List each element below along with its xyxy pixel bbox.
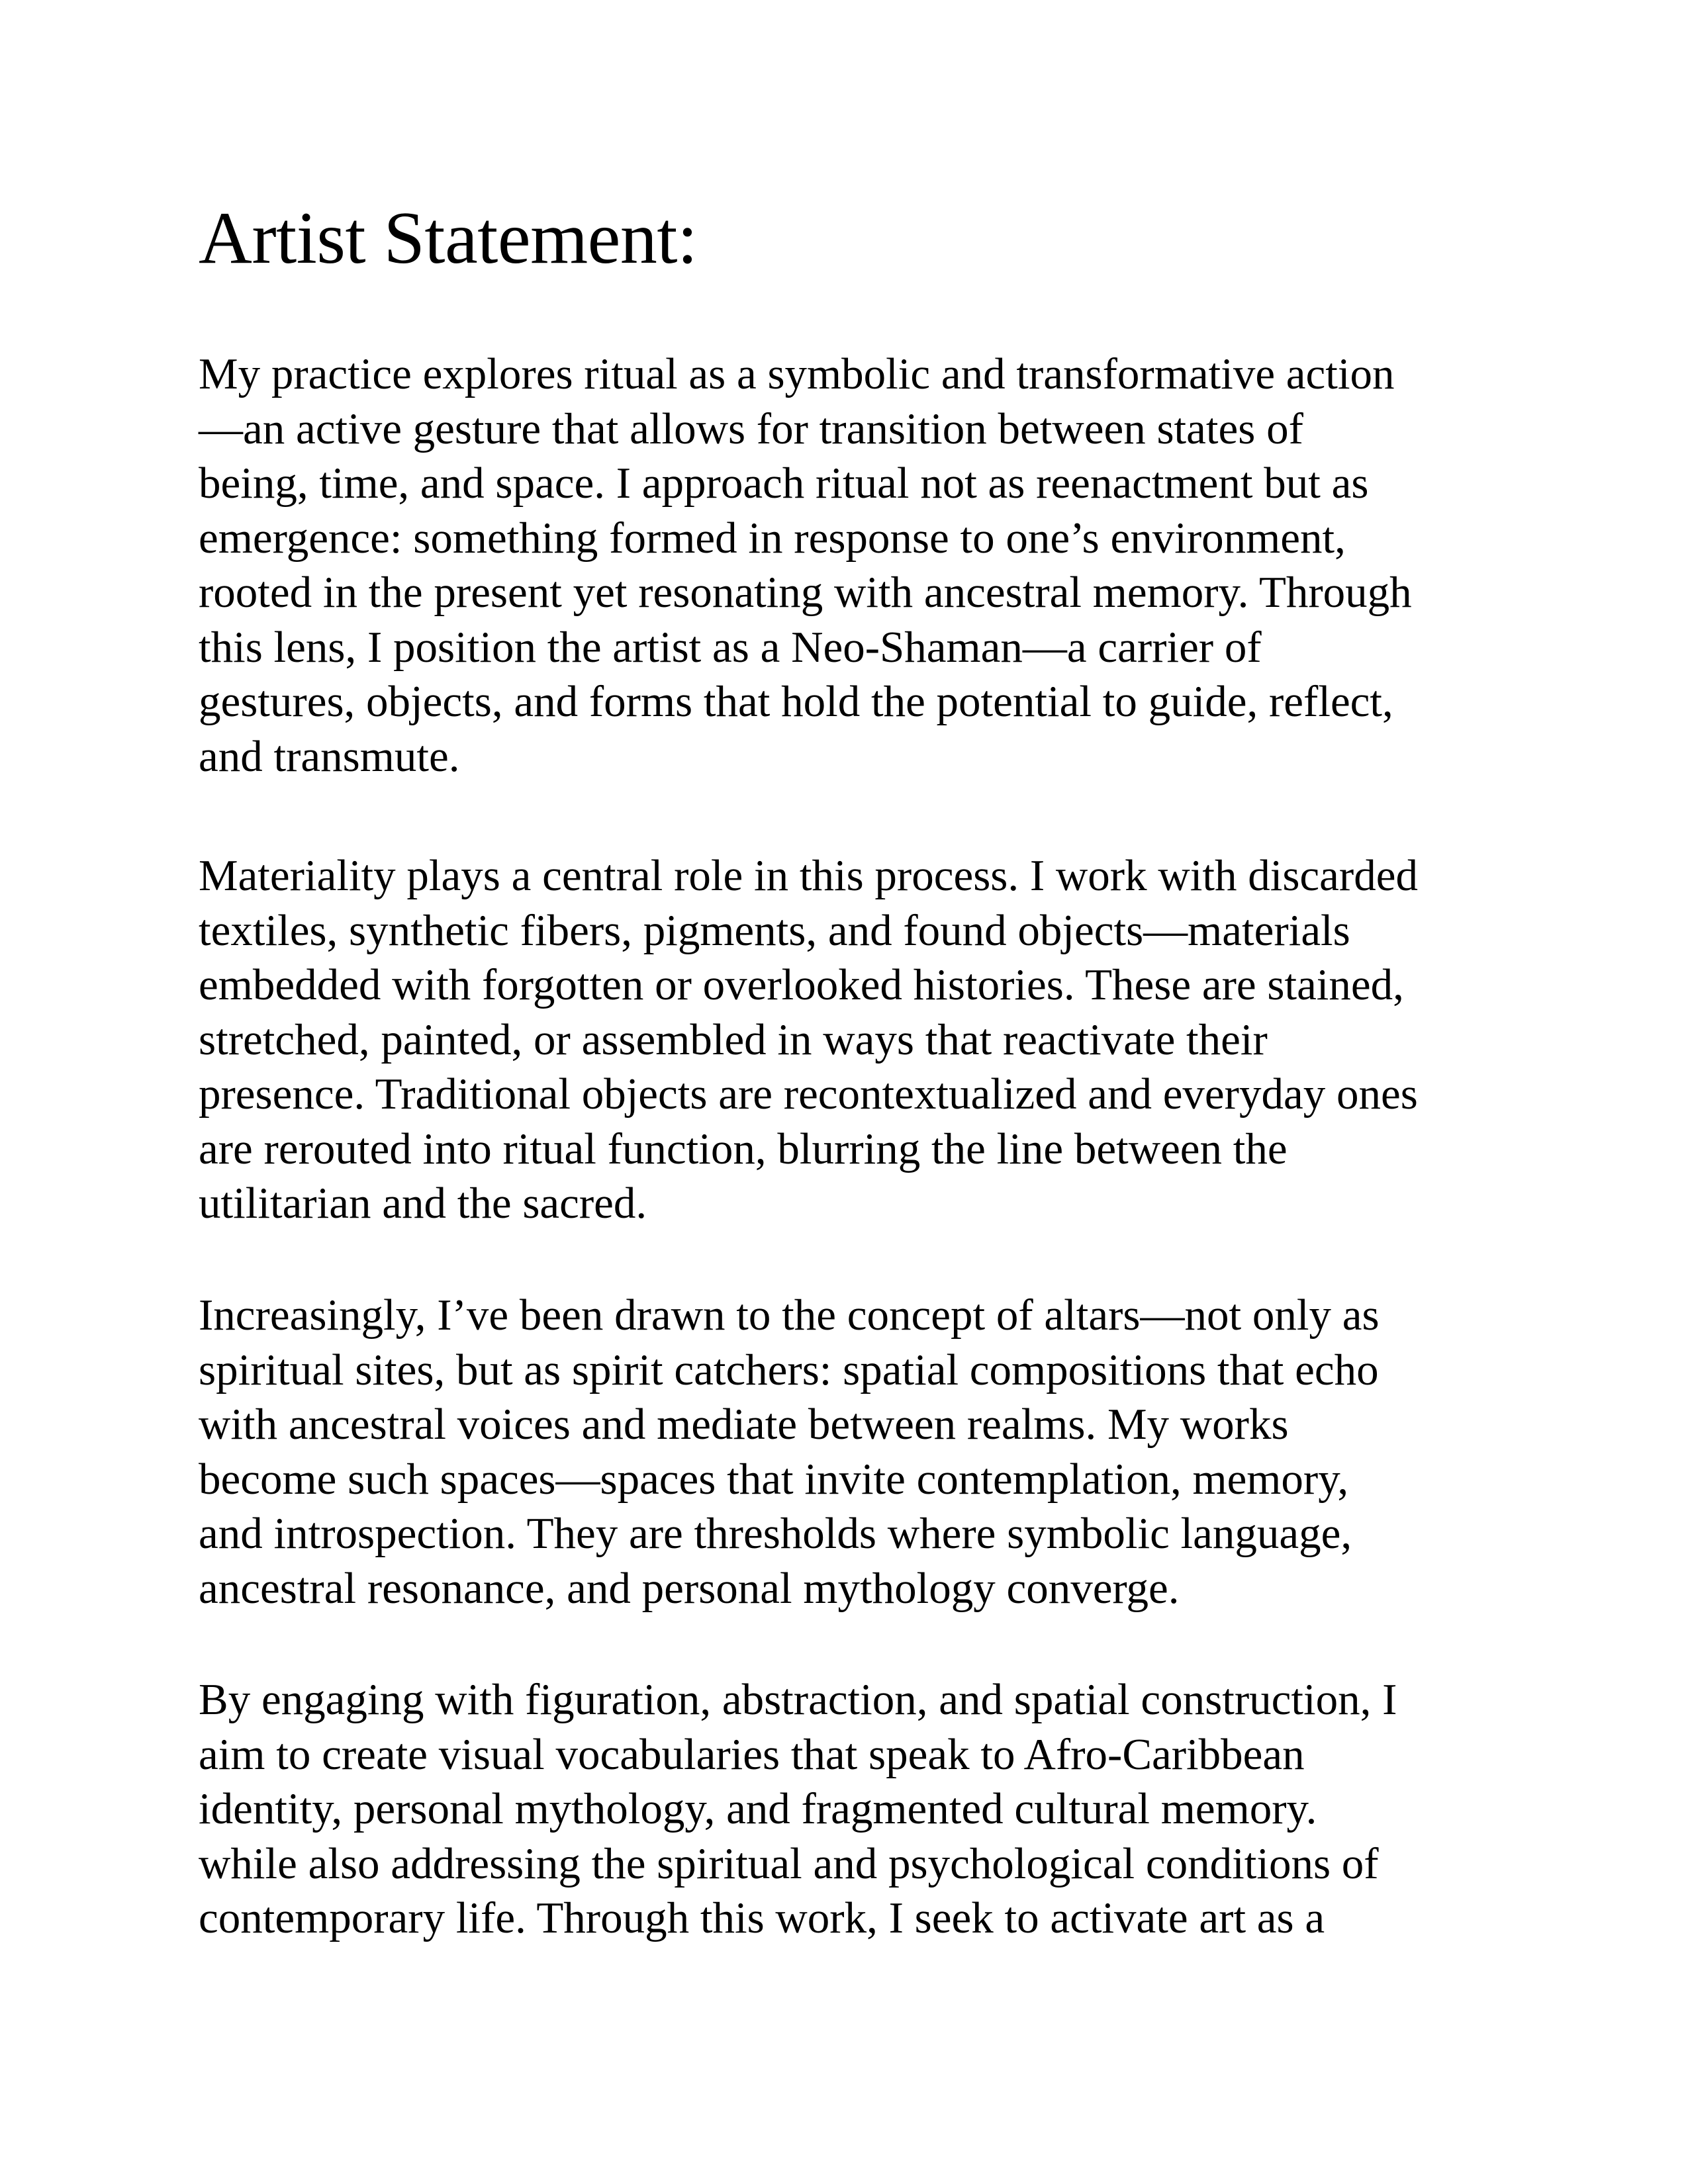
text-line: and introspection. They are thresholds where symbolic language, [199, 1509, 1352, 1558]
text-line: being, time, and space. I approach ritual not as reenactment but as [199, 459, 1369, 508]
text-line: aim to create visual vocabularies that speak to Afro-Caribbean [199, 1729, 1305, 1779]
text-line: Materiality plays a central role in this process. I work with discarded [199, 851, 1418, 900]
text-line: textiles, synthetic fibers, pigments, and found objects—materials [199, 905, 1350, 955]
text-line: this lens, I position the artist as a Neo-Shaman—a carrier of [199, 622, 1262, 672]
paragraph-altars [199, 1288, 1380, 1615]
text-line: ancestral resonance, and personal mythology converge. [199, 1563, 1180, 1613]
text-line: spiritual sites, but as spirit catchers: spatial compositions that echo [199, 1345, 1379, 1394]
text-line: are rerouted into ritual function, blurring the line between the [199, 1124, 1288, 1173]
text-line: stretched, painted, or assembled in ways that reactivate their [199, 1015, 1268, 1064]
text-line: emergence: something formed in response to one’s environment, [199, 513, 1346, 563]
text-line: —an active gesture that allows for transition between states of [199, 404, 1303, 453]
text-line: presence. Traditional objects are recontextualized and everyday ones [199, 1069, 1418, 1118]
text-line: and transmute. [199, 731, 460, 781]
text-line: utilitarian and the sacred. [199, 1179, 647, 1228]
text-line: become such spaces—spaces that invite contemplation, memory, [199, 1454, 1349, 1504]
paragraph-materiality [199, 848, 1418, 1231]
text-line: Increasingly, I’ve been drawn to the concept of altars—not only as [199, 1291, 1380, 1340]
page-title: Artist Statement: [199, 197, 698, 279]
paragraph-figuration [199, 1672, 1397, 1946]
paragraph-ritual [199, 347, 1412, 784]
text-line: embedded with forgotten or overlooked histories. These are stained, [199, 960, 1404, 1009]
text-line: rooted in the present yet resonating with ancestral memory. Through [199, 568, 1412, 617]
text-line: By engaging with figuration, abstraction, and spatial construction, I [199, 1675, 1397, 1724]
text-line: gestures, objects, and forms that hold the potential to guide, reflect, [199, 677, 1393, 726]
text-line: identity, personal mythology, and fragmented cultural memory. [199, 1784, 1317, 1833]
text-line: while also addressing the spiritual and psychological conditions of [199, 1839, 1379, 1888]
text-line: My practice explores ritual as a symbolic and transformative action [199, 349, 1395, 398]
text-line: contemporary life. Through this work, I seek to activate art as a [199, 1893, 1325, 1942]
text-line: with ancestral voices and mediate between realms. My works [199, 1400, 1289, 1449]
